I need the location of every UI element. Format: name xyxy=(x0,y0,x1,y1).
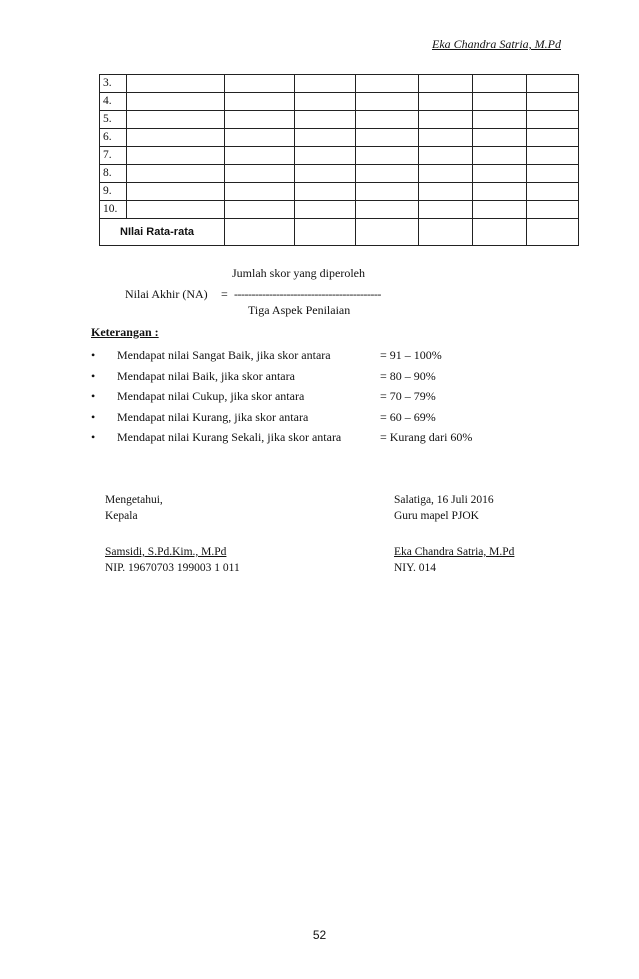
signature-left-line1: Mengetahui, xyxy=(105,494,163,506)
formula-fraction-line: ------------------------------------------ xyxy=(234,287,381,301)
table-cell xyxy=(473,165,527,183)
criteria-item xyxy=(91,430,511,451)
row-number: 6. xyxy=(100,129,127,147)
table-cell xyxy=(294,111,356,129)
signature-left-line2: Kepala xyxy=(105,510,138,522)
table-cell xyxy=(419,111,473,129)
table-cell xyxy=(294,201,356,219)
table-row xyxy=(100,129,579,147)
row-number: 3. xyxy=(100,75,127,93)
criteria-desc: Mendapat nilai Kurang, jika skor antara xyxy=(117,409,309,424)
table-cell xyxy=(126,111,224,129)
table-cell xyxy=(126,183,224,201)
signature-right-name: Eka Chandra Satria, M.Pd xyxy=(394,546,515,558)
average-label: NIlai Rata-rata xyxy=(100,219,225,246)
table-cell xyxy=(419,93,473,111)
table-cell xyxy=(527,201,579,219)
bullet-icon: • xyxy=(91,430,96,444)
table-cell xyxy=(294,129,356,147)
table-cell xyxy=(473,147,527,165)
table-row xyxy=(100,165,579,183)
row-number: 8. xyxy=(100,165,127,183)
criteria-range: = 60 – 69% xyxy=(380,409,436,424)
table-cell xyxy=(294,219,356,246)
table-cell xyxy=(356,111,419,129)
table-cell xyxy=(356,147,419,165)
keterangan-title: Keterangan : xyxy=(91,325,159,339)
criteria-range: = 91 – 100% xyxy=(380,348,442,362)
table-cell xyxy=(126,147,224,165)
table-cell xyxy=(356,201,419,219)
formula-denominator: Tiga Aspek Penilaian xyxy=(248,303,351,317)
table-cell xyxy=(224,201,294,219)
table-row xyxy=(100,75,579,93)
table-cell xyxy=(224,111,294,129)
table-cell xyxy=(527,165,579,183)
row-number: 10. xyxy=(100,201,127,219)
criteria-list xyxy=(91,348,511,451)
formula-equals: = xyxy=(221,287,228,301)
score-table xyxy=(99,74,579,246)
signature-left xyxy=(105,492,163,524)
criteria-desc: Mendapat nilai Sangat Baik, jika skor antara xyxy=(117,348,331,362)
table-row xyxy=(100,147,579,165)
criteria-desc: Mendapat nilai Baik, jika skor antara xyxy=(117,368,295,383)
table-cell xyxy=(473,75,527,93)
table-cell xyxy=(527,147,579,165)
table-row xyxy=(100,201,579,219)
table-cell xyxy=(419,183,473,201)
table-cell xyxy=(527,129,579,147)
table-cell xyxy=(356,129,419,147)
table-cell xyxy=(224,75,294,93)
bullet-icon: • xyxy=(91,368,96,383)
table-cell xyxy=(419,219,473,246)
average-row xyxy=(100,219,579,246)
table-cell xyxy=(224,219,294,246)
criteria-item xyxy=(91,348,511,369)
table-cell xyxy=(473,129,527,147)
table-cell xyxy=(419,201,473,219)
formula-numerator: Jumlah skor yang diperoleh xyxy=(232,266,365,280)
signature-right-line2: Guru mapel PJOK xyxy=(394,510,479,522)
table-cell xyxy=(419,147,473,165)
signature-right-line1: Salatiga, 16 Juli 2016 xyxy=(394,494,494,506)
table-cell xyxy=(126,201,224,219)
criteria-desc: Mendapat nilai Kurang Sekali, jika skor antara xyxy=(117,430,342,444)
table-row xyxy=(100,111,579,129)
header-author: Eka Chandra Satria, M.Pd xyxy=(432,37,561,51)
table-cell xyxy=(473,111,527,129)
table-cell xyxy=(294,165,356,183)
table-cell xyxy=(224,165,294,183)
table-cell xyxy=(126,129,224,147)
criteria-range: = 70 – 79% xyxy=(380,389,436,403)
table-cell xyxy=(473,201,527,219)
table-cell xyxy=(224,183,294,201)
table-row xyxy=(100,93,579,111)
formula-lhs: Nilai Akhir (NA) xyxy=(125,287,208,301)
criteria-desc: Mendapat nilai Cukup, jika skor antara xyxy=(117,389,305,403)
signature-left-id: NIP. 19670703 199003 1 011 xyxy=(105,562,240,574)
row-number: 7. xyxy=(100,147,127,165)
table-cell xyxy=(356,75,419,93)
table-cell xyxy=(473,93,527,111)
page-number: 52 xyxy=(312,928,327,942)
bullet-icon: • xyxy=(91,389,96,403)
table-cell xyxy=(294,93,356,111)
table-cell xyxy=(473,183,527,201)
bullet-icon: • xyxy=(91,409,96,424)
signature-right xyxy=(394,492,494,524)
signature-left-block xyxy=(105,544,240,576)
criteria-item xyxy=(91,410,511,431)
table-cell xyxy=(356,219,419,246)
row-number: 9. xyxy=(100,183,127,201)
bullet-icon: • xyxy=(91,348,96,362)
signature-right-block xyxy=(394,544,514,576)
table-cell xyxy=(126,75,224,93)
table-cell xyxy=(356,165,419,183)
table-cell xyxy=(224,93,294,111)
row-number: 4. xyxy=(100,93,127,111)
table-cell xyxy=(294,183,356,201)
table-cell xyxy=(419,129,473,147)
table-cell xyxy=(126,93,224,111)
table-cell xyxy=(419,165,473,183)
table-cell xyxy=(527,219,579,246)
table-row xyxy=(100,183,579,201)
criteria-item xyxy=(91,369,511,390)
table-cell xyxy=(527,75,579,93)
table-cell xyxy=(527,93,579,111)
row-number: 5. xyxy=(100,111,127,129)
table-cell xyxy=(527,183,579,201)
signature-right-id: NIY. 014 xyxy=(394,562,436,574)
table-cell xyxy=(356,93,419,111)
table-cell xyxy=(527,111,579,129)
signature-left-name: Samsidi, S.Pd.Kim., M.Pd xyxy=(105,546,227,558)
criteria-item xyxy=(91,389,511,410)
table-cell xyxy=(224,147,294,165)
table-cell xyxy=(294,147,356,165)
table-cell xyxy=(419,75,473,93)
criteria-range: = 80 – 90% xyxy=(380,368,436,383)
table-cell xyxy=(294,75,356,93)
table-cell xyxy=(356,183,419,201)
criteria-range: = Kurang dari 60% xyxy=(380,430,473,444)
table-cell xyxy=(126,165,224,183)
table-cell xyxy=(473,219,527,246)
table-cell xyxy=(224,129,294,147)
